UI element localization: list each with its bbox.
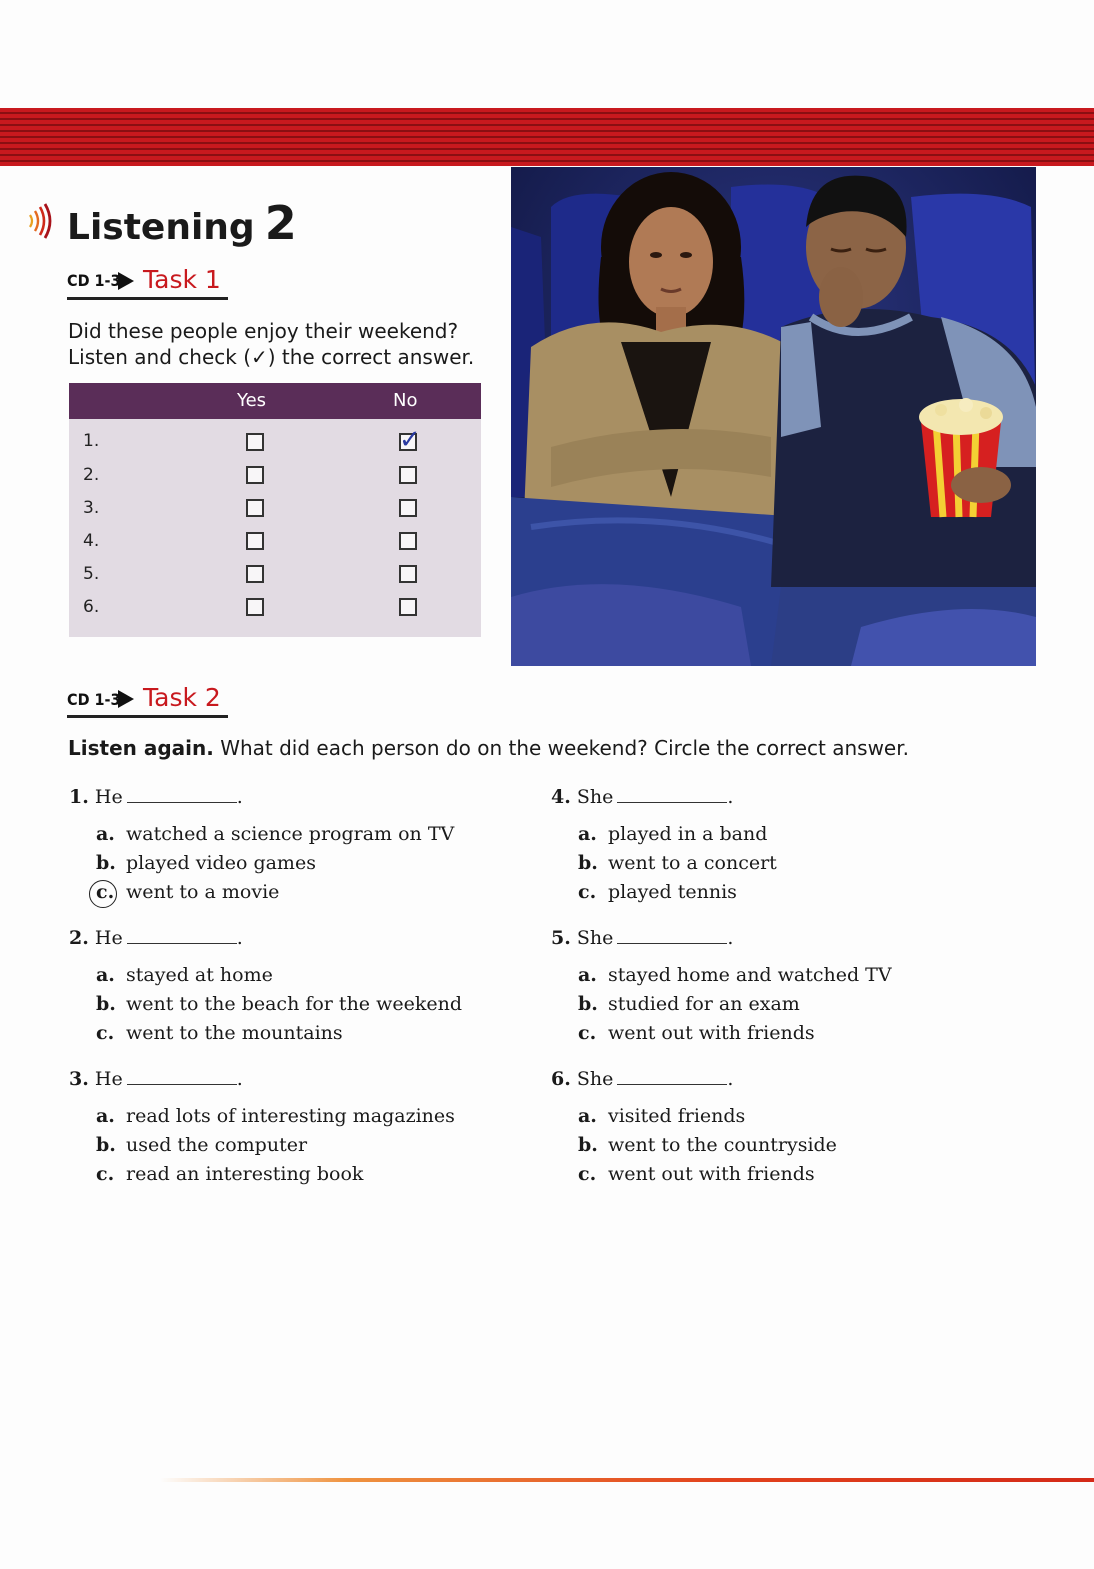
option-letter: a. xyxy=(96,823,115,845)
option-text: visited friends xyxy=(608,1105,746,1127)
checkmark-icon: ✓ xyxy=(399,425,421,455)
option[interactable] xyxy=(578,1134,837,1156)
question-number: 3. xyxy=(69,1068,89,1090)
cd-track-label: CD 1-3 xyxy=(67,271,121,290)
option-text: stayed home and watched TV xyxy=(608,964,892,986)
listening-sound-icon xyxy=(26,203,56,239)
option-letter: b. xyxy=(578,852,598,874)
option-text: read an interesting book xyxy=(126,1163,364,1185)
option-letter: c. xyxy=(578,881,597,903)
option[interactable] xyxy=(96,1105,455,1127)
option[interactable] xyxy=(578,1022,815,1044)
answer-blank xyxy=(617,943,727,944)
option-letter: c. xyxy=(578,1163,597,1185)
row-number: 2. xyxy=(83,465,100,485)
option-letter: c. xyxy=(96,1022,115,1044)
instruction-line: Listen and check (✓) the correct answer. xyxy=(68,345,475,369)
option-letter: a. xyxy=(96,964,115,986)
option[interactable] xyxy=(96,852,316,874)
option[interactable] xyxy=(578,1163,815,1185)
row-number: 3. xyxy=(83,498,100,518)
checkbox-yes[interactable] xyxy=(246,466,264,484)
task2-instructions xyxy=(68,736,909,760)
option-text: went to a movie xyxy=(126,881,280,903)
option-text: went to a concert xyxy=(608,852,777,874)
cd-track-label: CD 1-3 xyxy=(67,690,121,709)
question-number: 5. xyxy=(551,927,571,949)
answer-blank xyxy=(127,1084,237,1085)
task1-instructions xyxy=(68,318,474,370)
checkbox-no[interactable] xyxy=(399,466,417,484)
play-triangle-icon xyxy=(118,272,134,290)
option-text: went to the countryside xyxy=(608,1134,837,1156)
heading-title: Listening xyxy=(67,207,255,248)
option-text: used the computer xyxy=(126,1134,308,1156)
option[interactable] xyxy=(578,964,892,986)
option-text: stayed at home xyxy=(126,964,273,986)
answer-blank xyxy=(127,943,237,944)
option-text: went out with friends xyxy=(608,1163,815,1185)
task1-title: Task 1 xyxy=(143,265,221,294)
option[interactable] xyxy=(96,1022,343,1044)
checkbox-no[interactable] xyxy=(399,532,417,550)
option-text: played tennis xyxy=(608,881,737,903)
option-text: went to the beach for the weekend xyxy=(126,993,462,1015)
checkbox-yes[interactable] xyxy=(246,499,264,517)
option-letter: b. xyxy=(578,1134,598,1156)
question-6: 6. She . xyxy=(551,1068,734,1090)
option[interactable] xyxy=(96,1163,363,1185)
top-decorative-band xyxy=(0,108,1094,166)
question-stem: She xyxy=(576,1068,614,1090)
question-3: 3. He . xyxy=(69,1068,243,1090)
option-letter: b. xyxy=(96,852,116,874)
question-5: 5. She . xyxy=(551,927,734,949)
question-stem: He xyxy=(94,927,123,949)
footer-divider xyxy=(160,1478,1094,1482)
checkbox-no[interactable] xyxy=(399,598,417,616)
instruction-bold: Listen again. xyxy=(68,736,214,760)
task2-underline xyxy=(67,715,228,718)
section-heading xyxy=(67,196,297,250)
task1-underline xyxy=(67,297,228,300)
row-number: 4. xyxy=(83,531,100,551)
row-number: 5. xyxy=(83,564,100,584)
column-no: No xyxy=(393,390,418,411)
option-letter: c. xyxy=(96,881,115,903)
row-number: 6. xyxy=(83,597,100,617)
option-text: played in a band xyxy=(608,823,768,845)
cinema-photo xyxy=(511,167,1036,666)
answer-blank xyxy=(617,802,727,803)
option-letter: c. xyxy=(578,1022,597,1044)
option-letter: b. xyxy=(96,1134,116,1156)
question-stem: He xyxy=(94,1068,123,1090)
option[interactable] xyxy=(578,1105,745,1127)
option-letter: a. xyxy=(578,823,597,845)
question-1: 1. He . xyxy=(69,786,243,808)
option-text: went out with friends xyxy=(608,1022,815,1044)
option[interactable] xyxy=(96,823,454,845)
task2-title: Task 2 xyxy=(143,683,221,712)
option[interactable] xyxy=(578,993,800,1015)
option[interactable] xyxy=(578,823,767,845)
option[interactable] xyxy=(96,1134,307,1156)
option-letter: b. xyxy=(96,993,116,1015)
instruction-line: Did these people enjoy their weekend? xyxy=(68,319,459,343)
option[interactable] xyxy=(96,964,273,986)
question-number: 1. xyxy=(69,786,89,808)
checkbox-yes[interactable] xyxy=(246,598,264,616)
checkbox-yes[interactable] xyxy=(246,565,264,583)
column-yes: Yes xyxy=(237,390,267,411)
row-number: 1. xyxy=(83,431,100,451)
checkbox-yes[interactable] xyxy=(246,433,264,451)
question-stem: She xyxy=(576,927,614,949)
question-stem: She xyxy=(576,786,614,808)
option[interactable] xyxy=(578,852,777,874)
question-stem: He xyxy=(94,786,123,808)
answer-blank xyxy=(127,802,237,803)
option[interactable] xyxy=(96,993,462,1015)
option-text: read lots of interesting magazines xyxy=(126,1105,455,1127)
option-letter: c. xyxy=(96,1163,115,1185)
checkbox-no[interactable] xyxy=(399,499,417,517)
option-text: played video games xyxy=(126,852,316,874)
answer-blank xyxy=(617,1084,727,1085)
play-triangle-icon xyxy=(118,690,134,708)
question-number: 6. xyxy=(551,1068,571,1090)
option-text: went to the mountains xyxy=(126,1022,343,1044)
question-number: 2. xyxy=(69,927,89,949)
option-letter: a. xyxy=(578,964,597,986)
heading-number: 2 xyxy=(264,196,297,250)
question-number: 4. xyxy=(551,786,571,808)
option-text: watched a science program on TV xyxy=(126,823,455,845)
option-letter: a. xyxy=(578,1105,597,1127)
question-2: 2. He . xyxy=(69,927,243,949)
table-header xyxy=(69,383,481,419)
option-letter: a. xyxy=(96,1105,115,1127)
answer-table xyxy=(69,383,481,637)
checkbox-yes[interactable] xyxy=(246,532,264,550)
instruction-text: What did each person do on the weekend? Circle the correct answer. xyxy=(213,736,909,760)
option-letter: b. xyxy=(578,993,598,1015)
question-4: 4. She . xyxy=(551,786,734,808)
option[interactable] xyxy=(578,881,737,903)
option-text: studied for an exam xyxy=(608,993,800,1015)
option[interactable] xyxy=(96,881,279,903)
checkbox-no[interactable] xyxy=(399,565,417,583)
